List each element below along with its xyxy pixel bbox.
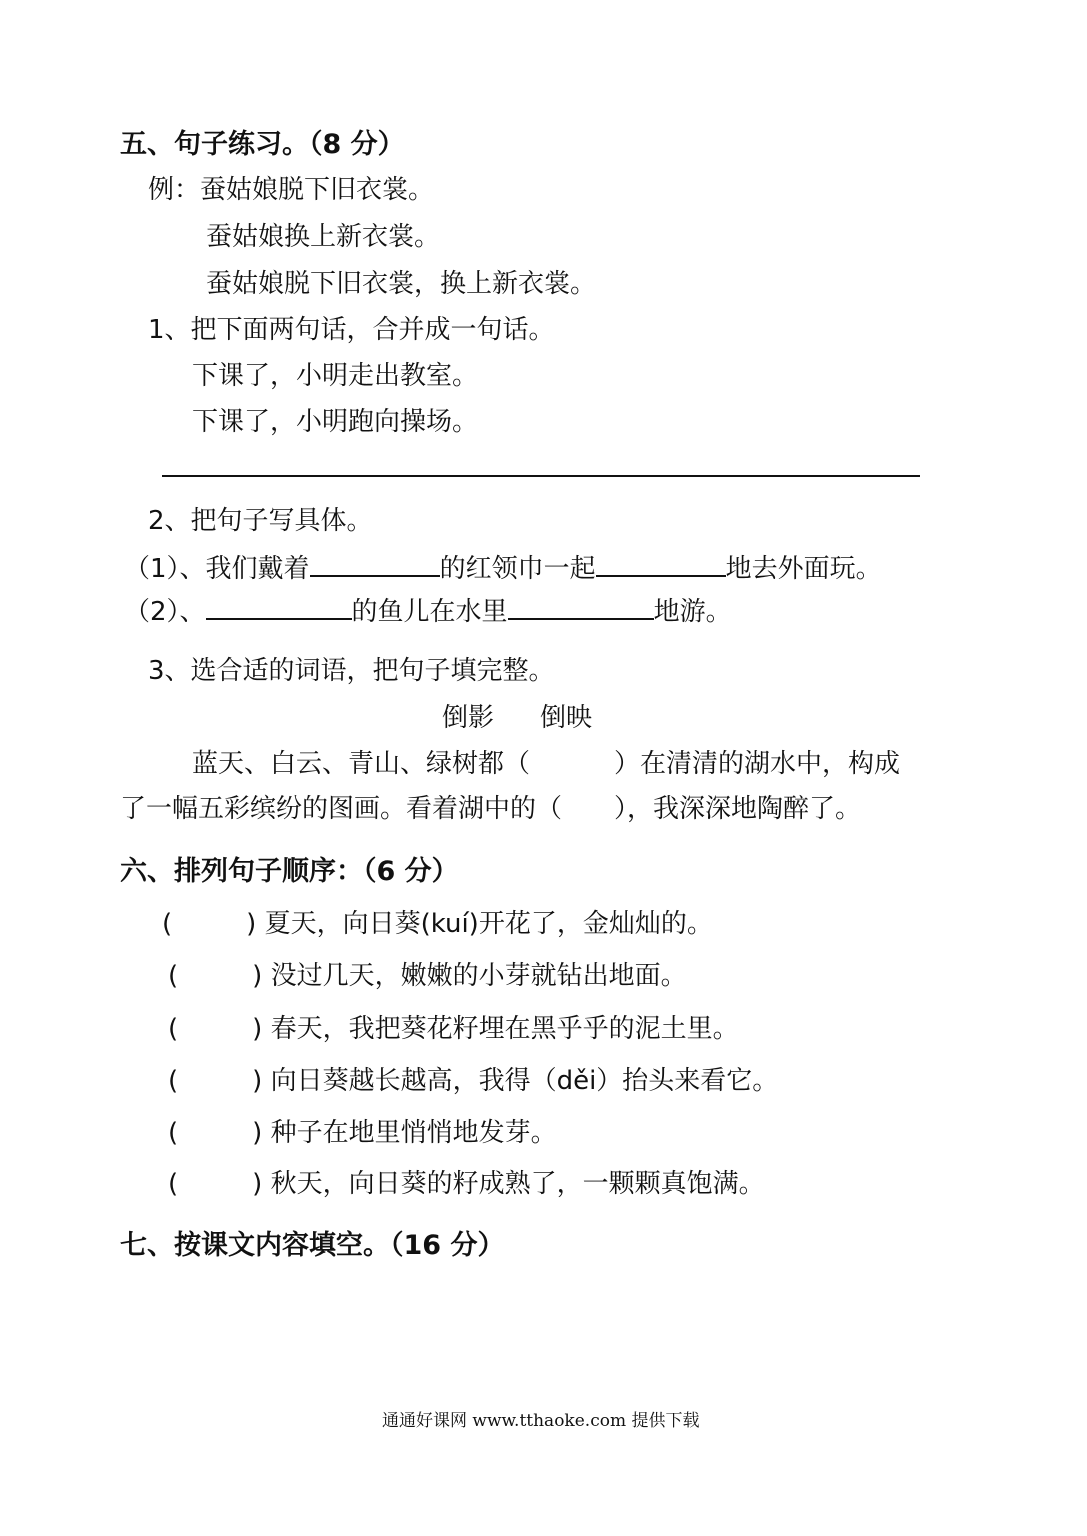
order-close-paren: ) — [252, 1066, 263, 1096]
q3-passage-line-1 — [192, 746, 900, 782]
q3-word-bank — [442, 700, 592, 736]
q1-sentence-2: 下课了，小明跑向操场。 — [192, 407, 479, 437]
q2-item-2-blank-1[interactable] — [206, 592, 352, 620]
q2-item-2-number: （2）、 — [124, 597, 206, 627]
order-sentence-2: 没过几天，嫩嫩的小芽就钻出地面。 — [270, 961, 687, 991]
example-prefix: 例： — [148, 175, 201, 205]
order-open-paren: ( — [162, 909, 173, 939]
q2-item-2-text-b: 地游。 — [653, 597, 732, 627]
q3-passage-1b: ）在清清的湖水中，构成 — [614, 749, 901, 779]
q3-word-2: 倒映 — [540, 703, 593, 733]
order-open-paren: ( — [168, 1014, 179, 1044]
order-close-paren: ) — [252, 961, 263, 991]
q2-item-1-text-b: 的红领巾一起 — [439, 554, 596, 584]
q2-prompt: 2、把句子写具体。 — [148, 506, 373, 536]
order-open-paren: ( — [168, 1066, 179, 1096]
order-open-paren: ( — [168, 961, 179, 991]
order-item-5 — [168, 1115, 557, 1151]
example-sentence-1: 蚕姑娘脱下旧衣裳。 — [200, 175, 435, 205]
example-line-1 — [148, 172, 434, 208]
q3-passage-1a: 蓝天、白云、青山、绿树都（ — [192, 749, 531, 779]
q2-item-2-blank-2[interactable] — [508, 592, 654, 620]
q3-passage-2b: ），我深深地陶醉了。 — [614, 794, 862, 824]
order-open-paren: ( — [168, 1118, 179, 1148]
example-sentence-3: 蚕姑娘脱下旧衣裳，换上新衣裳。 — [206, 269, 597, 299]
q2-item-1-blank-2[interactable] — [596, 549, 726, 577]
order-close-paren: ) — [252, 1118, 263, 1148]
q3-prompt: 3、选合适的词语，把句子填完整。 — [148, 656, 555, 686]
order-sentence-5: 种子在地里悄悄地发芽。 — [270, 1118, 557, 1148]
section-five-heading: 五、句子练习。（8 分） — [120, 129, 405, 160]
order-sentence-6: 秋天，向日葵的籽成熟了，一颗颗真饱满。 — [270, 1169, 765, 1199]
order-item-2 — [168, 958, 687, 994]
q2-item-1-text-c: 地去外面玩。 — [725, 554, 882, 584]
q2-item-1-text-a: 我们戴着 — [205, 554, 310, 584]
order-sentence-3: 春天，我把葵花籽埋在黑乎乎的泥土里。 — [270, 1014, 739, 1044]
q2-item-1 — [124, 549, 882, 587]
q2-item-1-blank-1[interactable] — [310, 549, 440, 577]
q1-sentence-1: 下课了，小明走出教室。 — [192, 361, 479, 391]
order-close-paren: ) — [246, 909, 257, 939]
order-item-1 — [162, 906, 713, 942]
q2-item-1-number: （1）、 — [124, 554, 206, 584]
section-seven-heading: 七、按课文内容填空。（16 分） — [120, 1230, 505, 1261]
order-sentence-4: 向日葵越长越高，我得（děi）抬头来看它。 — [270, 1066, 779, 1096]
order-item-3 — [168, 1011, 739, 1047]
q2-item-2 — [124, 592, 732, 630]
order-item-6 — [168, 1166, 765, 1202]
page-footer: 通通好课网 www.tthaoke.com 提供下载 — [382, 1411, 700, 1431]
q2-item-2-text-a: 的鱼儿在水里 — [351, 597, 508, 627]
q3-passage-2a: 了一幅五彩缤纷的图画。看着湖中的（ — [120, 794, 563, 824]
q1-answer-line[interactable] — [162, 475, 920, 477]
q3-passage-line-2 — [120, 791, 861, 827]
q3-word-1: 倒影 — [442, 703, 495, 733]
order-close-paren: ) — [252, 1014, 263, 1044]
order-open-paren: ( — [168, 1169, 179, 1199]
example-sentence-2: 蚕姑娘换上新衣裳。 — [206, 222, 441, 252]
q1-prompt: 1、把下面两句话，合并成一句话。 — [148, 315, 555, 345]
section-six-heading: 六、排列句子顺序：（6 分） — [120, 856, 459, 887]
order-sentence-1: 夏天，向日葵(kuí)开花了，金灿灿的。 — [264, 909, 713, 939]
order-item-4 — [168, 1063, 778, 1099]
order-close-paren: ) — [252, 1169, 263, 1199]
